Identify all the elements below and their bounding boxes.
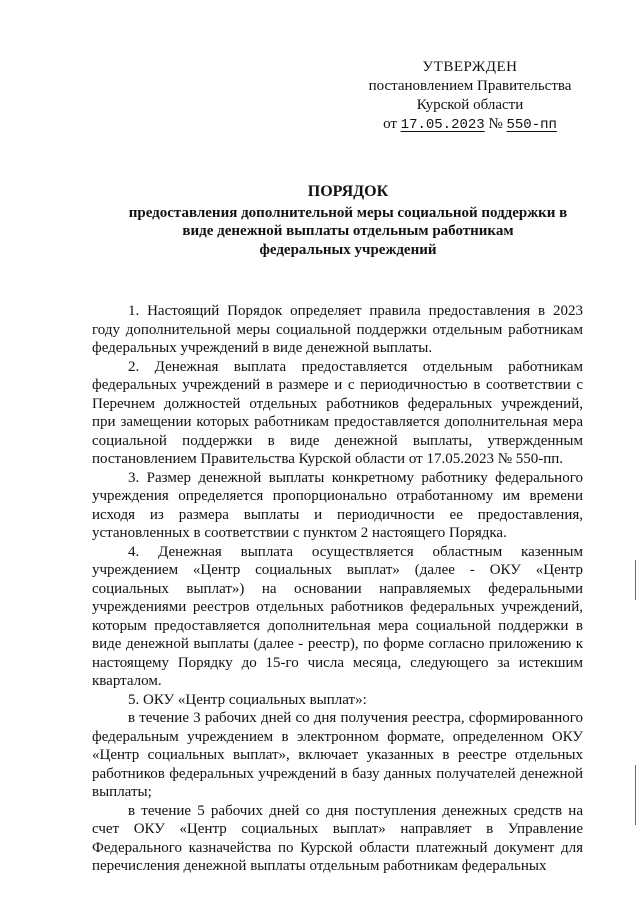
approval-block (360, 58, 580, 135)
paragraph-1: 1. Настоящий Порядок определяет правила предоставления в 2023 году дополнительной меры социальной поддержки отдельным работникам федеральных учреждений в виде денежной выплаты. (92, 303, 583, 356)
paragraph-2: 2. Денежная выплата предоставляется отдельным работникам федеральных учреждений в размере и с периодичностью в соответствии с Перечнем должностей отдельных работников федеральных учреждений, при замещении которых работникам предоставляется дополнительная мера социальной поддержки в виде денежной выплаты, утвержденным постановлением Правительства Курской области от 17.05.2023 № 550-пп. (92, 358, 583, 467)
document-body (92, 302, 583, 876)
approval-title: УТВЕРЖДЕН (422, 59, 518, 75)
paragraph-5: 5. ОКУ «Центр социальных выплат»: (128, 691, 367, 708)
approval-date-line (360, 115, 580, 135)
document-subtitle-line-2: виде денежной выплаты отдельным работникам (182, 223, 514, 239)
scan-artifact-line (635, 765, 636, 825)
document-title: ПОРЯДОК (307, 183, 389, 200)
approval-number: 550-пп (506, 117, 557, 133)
document-subtitle-line-3: федеральных учреждений (259, 241, 437, 258)
paragraph-7: в течение 5 рабочих дней со дня поступления денежных средств на счет ОКУ «Центр социальных выплат» направляет в Управление Федерального казначейства по Курской области платежный документ для перечисления денежной выплаты отдельным работникам федеральных (92, 802, 583, 874)
approval-line-region: Курской области (416, 97, 524, 113)
number-prefix: № (488, 116, 503, 132)
paragraph-6: в течение 3 рабочих дней со дня получения реестра, сформированного федеральным учреждением в электронном формате, определенном ОКУ «Центр социальных выплат», включает указанных в реестре отдельных работников федеральных учреждений в базу данных получателей денежной выплаты; (92, 710, 583, 800)
date-prefix: от (383, 116, 397, 132)
document-subtitle-line-1: предоставления дополнительной меры социальной поддержки в (128, 204, 568, 221)
approval-date: 17.05.2023 (400, 117, 485, 133)
paragraph-3: 3. Размер денежной выплаты конкретному работнику федерального учреждения определяется пропорционально отработанному им времени исходя из размера выплаты и периодичности ее предоставления, установленных в соответствии с пунктом 2 настоящего Порядка. (92, 469, 583, 541)
scan-artifact-line (635, 560, 636, 600)
document-heading (90, 183, 606, 259)
approval-line-government: постановлением Правительства (368, 78, 572, 94)
paragraph-4: 4. Денежная выплата осуществляется областным казенным учреждением «Центр социальных выплат» (далее - ОКУ «Центр социальных выплат») на основании направляемых федеральными учреждениями реестров отдельных работников федеральных учреждений, которым предоставляется дополнительная мера социальной поддержки в виде денежной выплаты (далее - реестр), по форме согласно приложению к настоящему Порядку до 15-го числа месяца, следующего за истекшим кварталом. (92, 543, 583, 689)
